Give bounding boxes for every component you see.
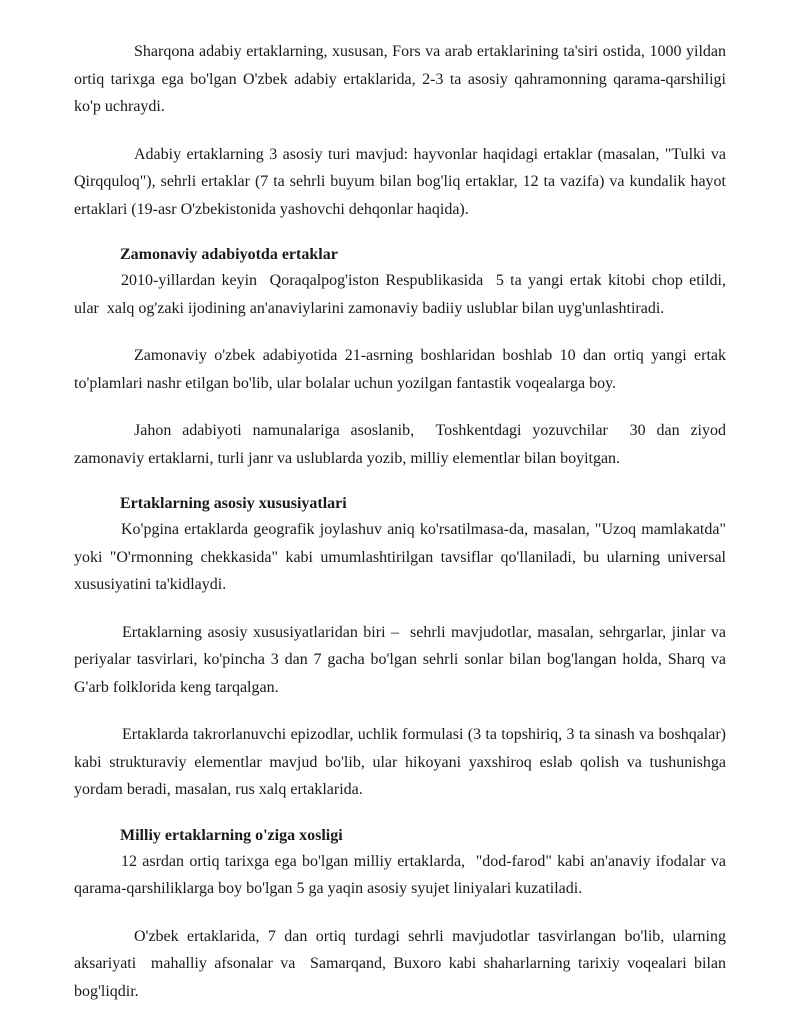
section-heading: Zamonaviy adabiyotda ertaklar bbox=[120, 246, 338, 263]
intro-paragraph-2: Adabiy ertaklarning 3 asosiy turi mavjud: hayvonlar haqidagi ertaklar (masalan, "Tulki va Qirqquloq"), sehrli ertaklar (7 ta sehrli buyum bilan bog'liq ertaklar, 12 ta vazifa) va kundalik hayot ertaklari (19-asr O'zbekistonida yashovchi dehqonlar haqida). bbox=[74, 145, 730, 218]
document-page bbox=[74, 38, 734, 1025]
section-modern-literature bbox=[74, 243, 730, 472]
section-paragraph: Zamonaviy o'zbek adabiyotida 21-asrning boshlaridan boshlab 10 dan ortiq yangi ertak to'plamlari nashr etilgan bo'lib, ular bolalar uchun yozilgan fantastik voqealarga boy. bbox=[74, 347, 730, 392]
section-main-features bbox=[74, 492, 730, 804]
section-paragraph: 12 asrdan ortiq tarixga ega bo'lgan milliy ertaklarda, "dod-farod" kabi an'anaviy ifodalar va qarama-qarshiliklarga boy bo'lgan 5 ga yaqin asosiy syujet liniyalari kuzatiladi. bbox=[74, 852, 734, 897]
section-paragraph: O'zbek ertaklarida, 7 dan ortiq turdagi sehrli mavjudotlar tasvirlangan bo'lib, ularning aksariyati mahalliy afsonalar va Samarqand, Buxoro kabi shaharlarning tarixiy voqealari bilan bog'liqdir. bbox=[74, 927, 730, 1000]
section-paragraph: Ertaklarning asosiy xususiyatlaridan biri – sehrli mavjudotlar, masalan, sehrgarlar, jinlar va periyalar tasvirlari, ko'pincha 3 dan 7 gacha bo'lgan sehrli sonlar bilan bog'langan holda, Sharq va G'arb folklorida keng tarqalgan. bbox=[74, 623, 730, 696]
intro-paragraph-1: Sharqona adabiy ertaklarning, xususan, Fors va arab ertaklarining ta'siri ostida, 1000 yildan ortiq tarixga ega bo'lgan O'zbek adabiy ertaklarida, 2-3 ta asosiy qahramonning qarama-qarshiligi ko'p uchraydi. bbox=[74, 43, 734, 115]
section-heading: Milliy ertaklarning o'ziga xosligi bbox=[120, 826, 343, 844]
section-paragraph: Ko'pgina ertaklarda geografik joylashuv aniq ko'rsatilmasa-da, masalan, "Uzoq mamlakatda" yoki "O'rmonning chekkasida" kabi umumlashtirilgan tavsiflar qo'llaniladi, bu ularning universal xususiyatini ta'kidlaydi. bbox=[74, 521, 730, 593]
section-heading: Ertaklarning asosiy xususiyatlari bbox=[120, 495, 347, 512]
section-paragraph: 2010-yillardan keyin Qoraqalpog'iston Respublikasida 5 ta yangi ertak kitobi chop etildi, ular xalq og'zaki ijodining an'anaviylarini zamonaviy badiiy uslublar bilan uyg'unlashtiradi. bbox=[74, 272, 730, 317]
section-paragraph: Ertaklarda takrorlanuvchi epizodlar, uchlik formulasi (3 ta topshiriq, 3 ta sinash va boshqalar) kabi strukturaviy elementlar mavjud bo'lib, ular hikoyani yaxshiroq eslab qolish va tushunishga yordam beradi, masalan, rus xalq ertaklarida. bbox=[74, 726, 730, 798]
section-paragraph: Jahon adabiyoti namunalariga asoslanib, Toshkentdagi yozuvchilar 30 dan ziyod zamonaviy ertaklarni, turli janr va uslublarda yozib, milliy elementlar bilan boyitgan. bbox=[74, 422, 730, 467]
section-national-features bbox=[74, 824, 734, 1006]
